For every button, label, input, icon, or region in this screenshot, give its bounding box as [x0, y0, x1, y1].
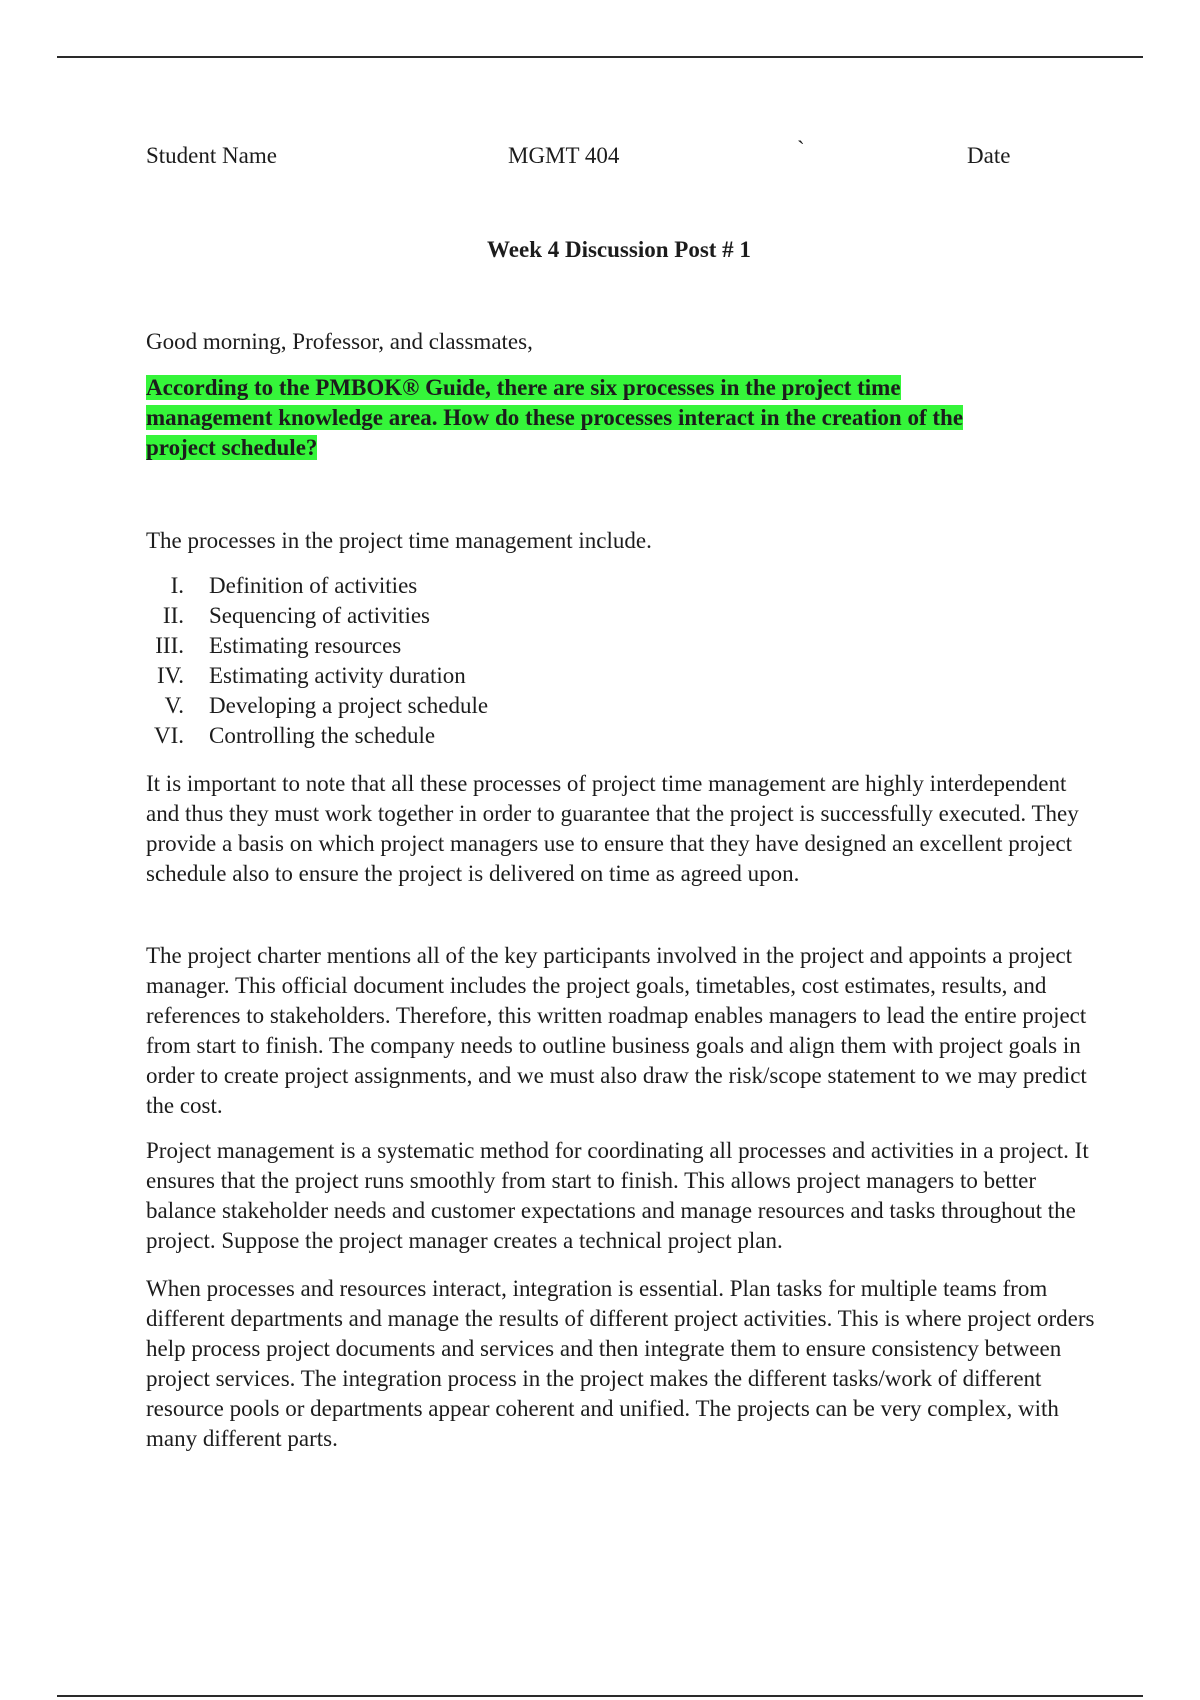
- paragraph-integration: When processes and resources interact, integration is essential. Plan tasks for multiple teams from different departments and manage the results of different project activities. This is where project orders help process project documents and services and then integrate them to ensure consistency between project services. The integration process in the project makes the different tasks/work of different resource pools or departments appear coherent and unified. The projects can be very complex, with many different parts.: [146, 1276, 1095, 1451]
- greeting: Good morning, Professor, and classmates,: [146, 329, 533, 354]
- paragraph-interdependence: It is important to note that all these processes of project time management are highly interdependent and thus they must work together in order to guarantee that the project is successfully executed. They provide a basis on which project managers use to ensure that they have designed an excellent project schedule also to ensure the project is delivered on time as agreed upon.: [146, 771, 1079, 886]
- document-title-text: Week 4 Discussion Post # 1: [487, 237, 751, 262]
- bottom-divider: [57, 1695, 1143, 1697]
- list-item-text: Sequencing of activities: [209, 603, 430, 628]
- list-item: [146, 571, 488, 601]
- list-item: [146, 721, 488, 751]
- list-numeral: II.: [162, 603, 184, 628]
- processes-intro: The processes in the project time management include.: [146, 528, 652, 553]
- date-label: Date: [967, 143, 1011, 168]
- paragraph-project-management: Project management is a systematic method for coordinating all processes and activities in a project. It ensures that the project runs smoothly from start to finish. This allows project managers to better balance stakeholder needs and customer expectations and manage resources and tasks throughout the project. Suppose the project manager creates a technical project plan.: [146, 1138, 1089, 1253]
- process-list: [146, 571, 488, 751]
- list-numeral: V.: [164, 693, 184, 718]
- question-text: According to the PMBOK® Guide, there are six processes in the project time management knowledge area. How do these processes interact in the creation of the project schedule?: [146, 375, 964, 460]
- stray-mark: `: [797, 137, 805, 162]
- course-code: MGMT 404: [508, 143, 620, 168]
- document-header: [146, 137, 1086, 173]
- list-item-text: Developing a project schedule: [209, 693, 489, 718]
- list-item: [146, 631, 488, 661]
- list-item-text: Controlling the schedule: [209, 723, 436, 748]
- list-item-text: Estimating activity duration: [209, 663, 466, 688]
- list-item: [146, 661, 488, 691]
- list-numeral: III.: [155, 633, 184, 658]
- list-numeral: IV.: [156, 663, 184, 688]
- student-name: Student Name: [146, 143, 277, 168]
- document-title: [146, 237, 1086, 263]
- paragraph-project-charter: The project charter mentions all of the key participants involved in the project and appoints a project manager. This official document includes the project goals, timetables, cost estimates, results, and references to stakeholders. Therefore, this written roadmap enables managers to lead the entire project from start to finish. The company needs to outline business goals and align them with project goals in order to create project assignments, and we must also draw the risk/scope statement to we may predict the cost.: [146, 943, 1087, 1118]
- highlighted-question: [146, 373, 1026, 463]
- list-numeral: VI.: [153, 723, 184, 748]
- list-item: [146, 691, 488, 721]
- list-numeral: I.: [170, 573, 184, 598]
- list-item-text: Definition of activities: [209, 573, 418, 598]
- top-divider: [57, 56, 1143, 58]
- list-item: [146, 601, 488, 631]
- list-item-text: Estimating resources: [209, 633, 402, 658]
